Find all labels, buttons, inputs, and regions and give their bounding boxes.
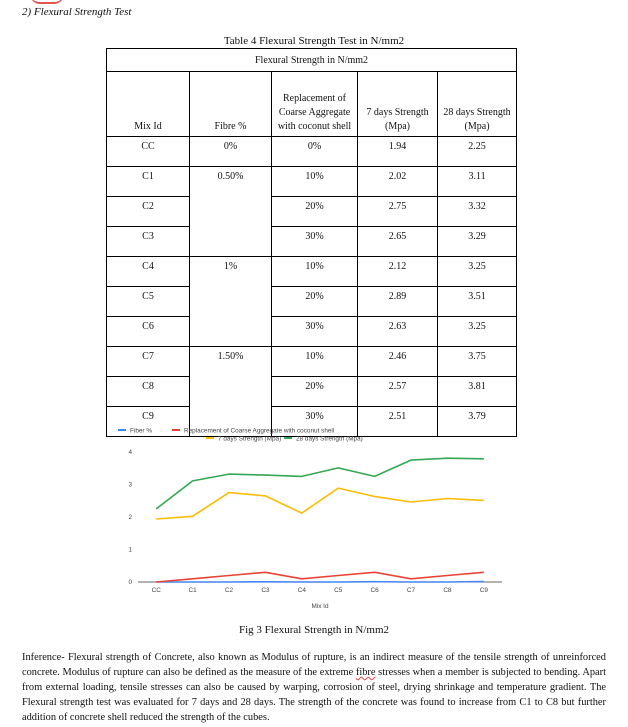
- cell-fibre: 0%: [190, 137, 272, 167]
- cell-fibre: 1.50%: [190, 347, 272, 437]
- cell-7-days: 2.02: [358, 167, 438, 197]
- section-heading: 2) Flexural Strength Test: [22, 6, 132, 18]
- series-line: [156, 572, 484, 582]
- cell-replacement: 10%: [272, 167, 358, 197]
- y-tick-label: 2: [128, 514, 132, 521]
- table-row: [107, 167, 517, 197]
- table-header-row: [107, 72, 517, 137]
- flexural-strength-table: [106, 48, 517, 437]
- x-tick-label: C1: [188, 587, 197, 594]
- cell-28-days: 3.75: [438, 347, 517, 377]
- x-tick-label: C3: [261, 587, 270, 594]
- cell-7-days: 2.75: [358, 197, 438, 227]
- x-tick-label: C6: [370, 587, 379, 594]
- cell-28-days: 3.11: [438, 167, 517, 197]
- column-header-mix-id: Mix Id: [107, 72, 190, 137]
- cell-mix: C5: [107, 287, 190, 317]
- cell-mix: C9: [107, 407, 190, 437]
- table-row: [107, 377, 517, 407]
- table-group-header-row: [107, 49, 517, 72]
- cell-mix: C8: [107, 377, 190, 407]
- cell-7-days: 2.57: [358, 377, 438, 407]
- x-tick-label: C7: [406, 587, 416, 594]
- cell-28-days: 3.29: [438, 227, 517, 257]
- series-line: [156, 488, 484, 519]
- cell-replacement: 20%: [272, 197, 358, 227]
- cell-28-days: 3.32: [438, 197, 517, 227]
- table-group-header: Flexural Strength in N/mm2: [107, 49, 517, 72]
- legend-label: Replacement of Coarse Aggregate with coconut shell: [184, 427, 335, 435]
- table-row: [107, 197, 517, 227]
- flexural-strength-chart: [106, 418, 520, 616]
- cell-mix: C3: [107, 227, 190, 257]
- cell-mix: CC: [107, 137, 190, 167]
- inference-text-start: Inference- Flexural strength of Concrete, also known as Modulus of rupture, is an indirect measure of the tensile strength of unreinforced concrete. Modulus of rupture can also be defined as the measure of the extreme: [22, 652, 606, 678]
- table-row: [107, 347, 517, 377]
- x-axis-label: Mix Id: [311, 603, 329, 610]
- table-caption: Table 4 Flexural Strength Test in N/mm2: [223, 35, 405, 47]
- cell-mix: C2: [107, 197, 190, 227]
- column-header-replacement: Replacement of Coarse Aggregate with coconut shell: [272, 72, 358, 137]
- legend-label: 28 days Strength (Mpa): [296, 435, 363, 443]
- figure-caption: Fig 3 Flexural Strength in N/mm2: [238, 624, 390, 636]
- cell-28-days: 3.25: [438, 257, 517, 287]
- legend-label: Fiber %: [130, 427, 153, 435]
- cell-fibre: 1%: [190, 257, 272, 347]
- cell-7-days: 1.94: [358, 137, 438, 167]
- cell-7-days: 2.46: [358, 347, 438, 377]
- y-tick-label: 1: [128, 546, 132, 554]
- y-tick-label: 0: [128, 579, 132, 586]
- cell-7-days: 2.89: [358, 287, 438, 317]
- cell-mix: C4: [107, 257, 190, 287]
- series-line: [156, 582, 484, 583]
- cell-28-days: 2.25: [438, 137, 517, 167]
- cell-fibre: 0.50%: [190, 167, 272, 257]
- inference-text-end: stresses when a member is subjected to bending. Apart from external loading, tensile stresses can also be caused by warping, corrosion of steel, drying shrinkage and temperature gradient. The Flexural strength test was evaluated for 7 days and 28 days. The strength of the concrete was found to increase from C1 to C8 but further addition of concrete shell reduced the strength of the cubes.: [22, 667, 606, 723]
- decorative-red-arc: [30, 0, 64, 4]
- cell-7-days: 2.63: [358, 317, 438, 347]
- x-tick-label: C8: [443, 587, 452, 594]
- column-header-28-days: 28 days Strength (Mpa): [438, 72, 517, 137]
- cell-7-days: 2.65: [358, 227, 438, 257]
- cell-mix: C7: [107, 347, 190, 377]
- x-tick-label: C9: [479, 587, 488, 594]
- table-row: [107, 317, 517, 347]
- line-chart-svg: [106, 418, 520, 616]
- table-row: [107, 227, 517, 257]
- table-row: [107, 257, 517, 287]
- cell-replacement: 10%: [272, 347, 358, 377]
- y-tick-label: 4: [128, 449, 132, 456]
- inference-paragraph: [22, 650, 606, 725]
- x-tick-label: CC: [151, 587, 161, 594]
- cell-replacement: 20%: [272, 377, 358, 407]
- cell-replacement: 30%: [272, 407, 358, 437]
- cell-28-days: 3.25: [438, 317, 517, 347]
- cell-replacement: 0%: [272, 137, 358, 167]
- cell-replacement: 30%: [272, 317, 358, 347]
- y-tick-label: 3: [128, 481, 132, 489]
- x-tick-label: C2: [224, 587, 234, 594]
- column-header-7-days: 7 days Strength (Mpa): [358, 72, 438, 137]
- x-tick-label: C5: [334, 587, 343, 594]
- cell-28-days: 3.79: [438, 407, 517, 437]
- cell-7-days: 2.12: [358, 257, 438, 287]
- cell-replacement: 20%: [272, 287, 358, 317]
- cell-mix: C1: [107, 167, 190, 197]
- cell-28-days: 3.51: [438, 287, 517, 317]
- spellcheck-flagged-word: fibre: [355, 667, 376, 678]
- cell-mix: C6: [107, 317, 190, 347]
- cell-replacement: 10%: [272, 257, 358, 287]
- cell-7-days: 2.51: [358, 407, 438, 437]
- table-row: [107, 287, 517, 317]
- table-row: [107, 137, 517, 167]
- x-tick-label: C4: [297, 587, 306, 594]
- cell-replacement: 30%: [272, 227, 358, 257]
- legend-label: 7 days Strength (Mpa): [218, 435, 282, 443]
- column-header-fibre: Fibre %: [190, 72, 272, 137]
- cell-28-days: 3.81: [438, 377, 517, 407]
